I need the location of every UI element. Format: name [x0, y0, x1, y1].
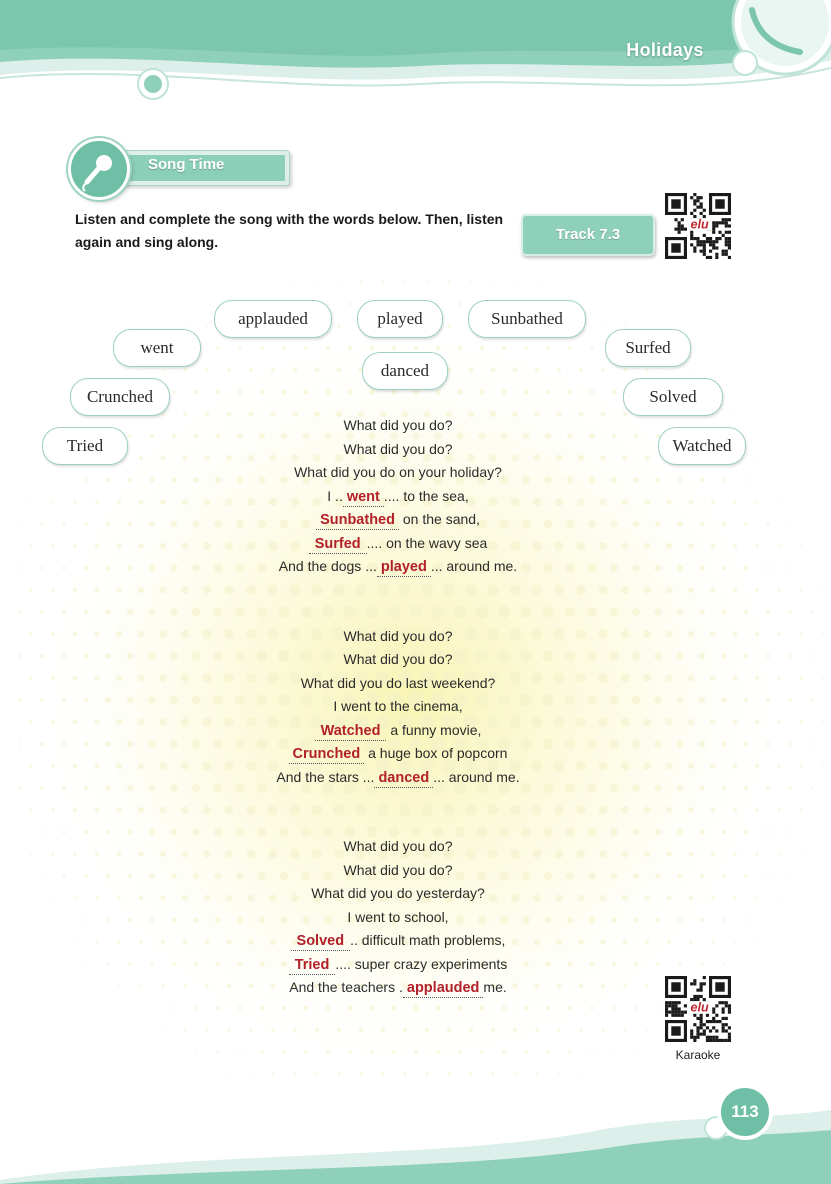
- qr-code-icon[interactable]: [665, 193, 731, 259]
- lyric-line: What did you do last weekend?: [300, 674, 496, 691]
- lyric-line: What did you do?: [343, 627, 453, 644]
- track-button[interactable]: Track 7.3: [521, 214, 655, 256]
- lyric-line: What did you do?: [343, 417, 453, 433]
- answer-sunbathed: Sunbathed: [316, 511, 399, 530]
- page-number: 113: [731, 1102, 759, 1121]
- answer-applauded: applauded: [403, 979, 484, 998]
- lyric-line: Solved .. difficult math problems,: [200, 929, 596, 953]
- svg-text:elu: elu: [690, 1000, 709, 1015]
- lyric-line: What did you do?: [343, 651, 453, 667]
- lyric-line: I .. went .... to the sea,: [327, 487, 469, 505]
- section-badge: [68, 138, 290, 196]
- word-watched: Watched: [658, 427, 746, 465]
- microphone-icon: [68, 138, 130, 200]
- lyric-line: I went to school,: [347, 908, 449, 925]
- lyric-line: And the stars ... danced ... around me.: [276, 768, 520, 786]
- instructions: Listen and complete the song with the words below. Then, listen again and sing along.: [75, 211, 504, 250]
- answer-danced: danced: [374, 769, 433, 788]
- lyric-line: And the teachers . applauded me.: [289, 979, 507, 996]
- answer-tried: Tried: [289, 956, 336, 975]
- word-surfed: Surfed: [605, 329, 691, 367]
- word-danced: danced: [362, 352, 448, 390]
- answer-surfed: Surfed: [309, 535, 367, 554]
- karaoke-qr-code-icon[interactable]: [665, 976, 731, 1042]
- song-lyrics: [200, 414, 596, 1000]
- lyric-line: Surfed .... on the wavy sea: [200, 532, 596, 556]
- lyric-line: And the dogs ... played ... around me.: [278, 558, 518, 575]
- karaoke-label: Karaoke: [675, 1048, 721, 1062]
- footer-wave: [0, 1080, 831, 1184]
- lyric-line: What did you do?: [343, 838, 453, 854]
- lyric-line: What did you do yesterday?: [311, 885, 485, 901]
- svg-text:elu: elu: [690, 217, 709, 232]
- word-went: went: [113, 329, 201, 367]
- word-crunched: Crunched: [70, 378, 170, 416]
- word-played: played: [357, 300, 443, 338]
- lyric-line: What did you do on your holiday?: [294, 464, 502, 480]
- lyric-line: Watched a funny movie,: [200, 719, 596, 743]
- chapter-title: Holidays: [626, 40, 704, 60]
- lyric-line: I went to the cinema,: [333, 698, 463, 714]
- verse-1: [200, 414, 596, 579]
- lyric-line: Sunbathed on the sand,: [200, 508, 596, 532]
- lyric-line: Crunched a huge box of popcorn: [200, 742, 596, 766]
- header-bubble-small: [733, 51, 757, 75]
- answer-watched: Watched: [315, 722, 387, 741]
- answer-played: played: [377, 558, 431, 577]
- lyric-line: What did you do?: [343, 861, 453, 878]
- word-applauded: applauded: [214, 300, 332, 338]
- verse-2: [200, 625, 596, 790]
- answer-solved: Solved: [291, 932, 351, 951]
- section-title: Song Time: [148, 156, 225, 173]
- word-tried: Tried: [42, 427, 128, 465]
- answer-crunched: Crunched: [289, 745, 365, 764]
- word-sunbathed: Sunbathed: [468, 300, 586, 338]
- word-solved: Solved: [623, 378, 723, 416]
- verse-3: [200, 835, 596, 1000]
- lyric-line: What did you do?: [343, 440, 453, 457]
- lyric-line: Tried .... super crazy experiments: [200, 953, 596, 977]
- answer-went: went: [343, 488, 384, 507]
